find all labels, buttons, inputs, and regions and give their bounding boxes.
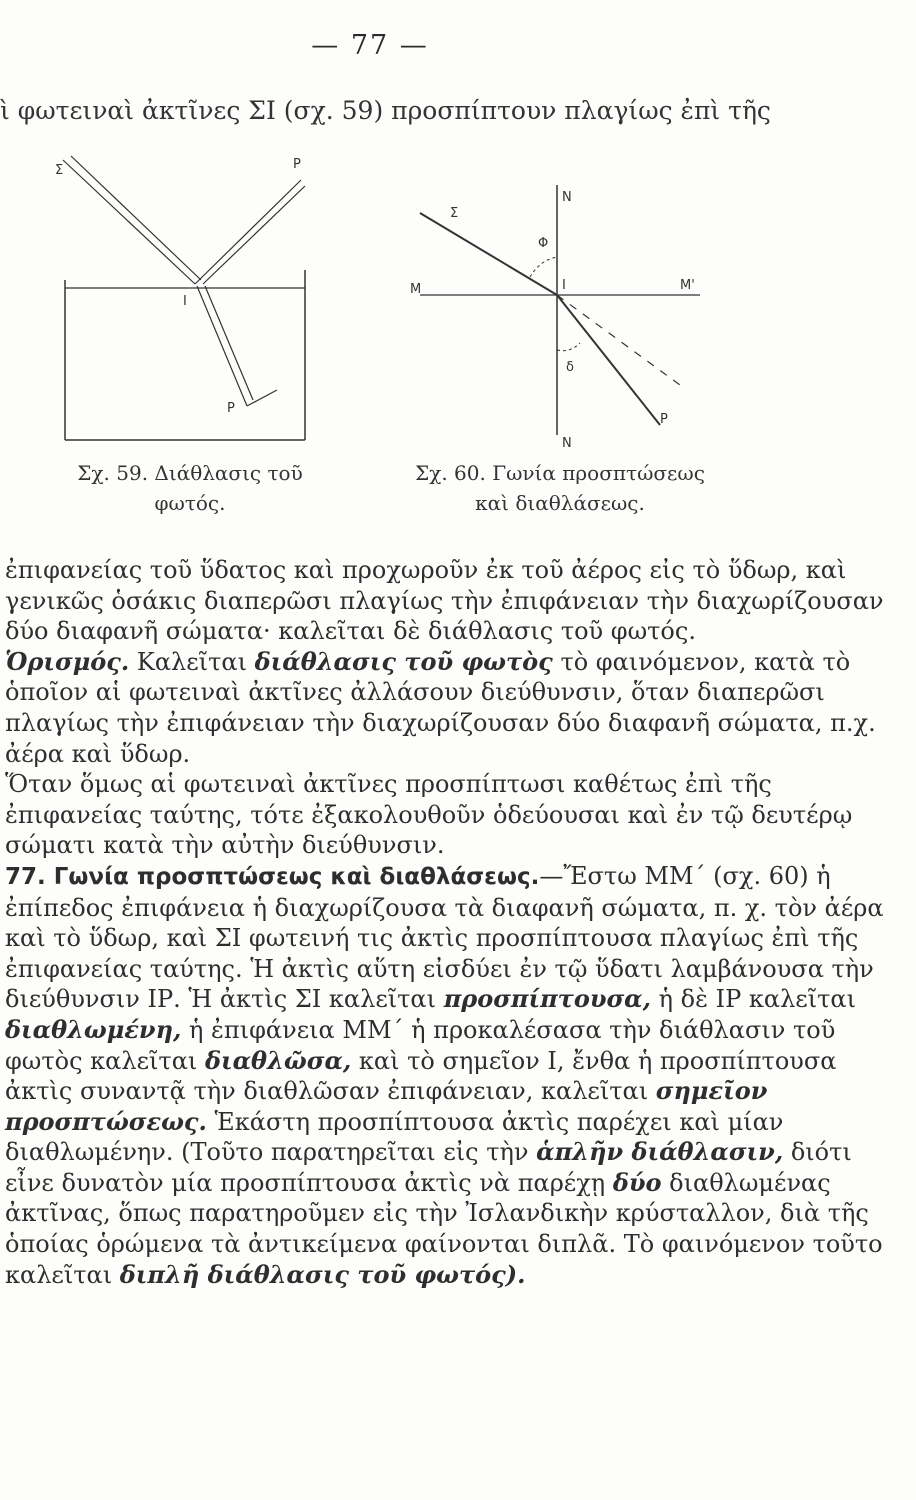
term-point-of-incidence: σημεῖον προσπτώσεως. xyxy=(5,1076,768,1136)
incident-ray xyxy=(63,160,195,284)
definition-text-a: Καλεῖται xyxy=(136,647,247,676)
paragraph-3: Ὅταν ὅμως αἱ φωτειναὶ ἀκτῖνες προσπίπτωσι καθέτως ἐπὶ τῆς ἐπιφανείας ταύτης, τότε ἐξακολουθοῦν ὁδεύουσαι καὶ ἐν τῷ δευτέρῳ σώματι κατὰ τὴν αὐτὴν διεύθυνσιν. xyxy=(5,770,853,860)
paragraph-section-77 xyxy=(5,861,895,1290)
label-rho: Ρ xyxy=(660,412,668,427)
term-incident: προσπίπτουσα, xyxy=(443,984,652,1014)
term-two: δύο xyxy=(612,1167,662,1197)
definition-text-b: τὸ φαινόμενον, κατὰ τὸ ὁποῖον αἱ φωτειναὶ ἀκτῖνες ἀλλάσουν διεύθυνσιν, ὅταν διαπερῶσι πλαγίως τὴν ἐπιφάνειαν τὴν διαχωρίζουσαν δύο διαφανῆ σώματα, π.χ. ἀέρα καὶ ὕδωρ. xyxy=(5,647,876,768)
section-text-d: καὶ τὸ σημεῖον Ι, ἔνθα ἡ προσπίπτουσα ἀκτὶς συναντᾷ τὴν διαθλῶσαν ἐπιφάνειαν, καλεῖται xyxy=(5,1046,837,1106)
caption-60-line1: Σχ. 60. Γωνία προσπτώσεως xyxy=(415,461,705,485)
definition-label: Ὁρισμός. xyxy=(5,646,130,676)
caption-60-line2: καὶ διαθλάσεως. xyxy=(475,491,645,515)
caption-figure-59 xyxy=(55,458,325,518)
label-rho-top: Ρ xyxy=(293,157,301,172)
term-refracted: διαθλωμένη, xyxy=(5,1014,182,1044)
caption-59-line1: Σχ. 59. Διάθλασις τοῦ xyxy=(77,461,303,485)
label-point-i: Ι xyxy=(183,294,187,309)
angle-delta-arc xyxy=(557,343,580,351)
refracted-ray xyxy=(197,286,247,406)
refracted-ray-edge xyxy=(205,286,253,400)
label-m-left: Μ xyxy=(410,282,422,297)
caption-59-line2: φωτός. xyxy=(154,491,226,515)
refraction-diagram-60 xyxy=(390,185,710,455)
label-sigma: Σ xyxy=(450,206,459,221)
definition-term: διάθλασις τοῦ φωτὸς xyxy=(254,646,553,676)
label-phi: Φ xyxy=(538,236,549,251)
label-m-right: Μ' xyxy=(680,278,695,293)
angle-phi-arc xyxy=(530,257,557,277)
section-heading: 77. Γωνία προσπτώσεως καὶ διαθλάσεως. xyxy=(5,863,540,890)
top-line: ὶ φωτειναὶ ἀκτῖνες ΣΙ (σχ. 59) προσπίπτουν πλαγίως ἐπὶ τῆς xyxy=(0,96,771,125)
page-number: — 77 — xyxy=(311,30,429,61)
paragraph-1: ἐπιφανείας τοῦ ὕδατος καὶ προχωροῦν ἐκ τοῦ ἀέρος εἰς τὸ ὕδωρ, καὶ γενικῶς ὁσάκις διαπερῶσι πλαγίως τὴν ἐπιφάνειαν τὴν διαχωρίζουσαν δύο διαφανῆ σώματα· καλεῖται δὲ διάθλασις τοῦ φωτός. xyxy=(5,556,884,646)
incident-ray-edge xyxy=(71,156,201,280)
refracted-ray-end xyxy=(247,390,277,406)
label-point-i: Ι xyxy=(562,278,566,293)
body-text xyxy=(5,555,895,1290)
reflected-ray xyxy=(195,180,301,284)
term-double-refraction: διπλῆ διάθλασις τοῦ φωτός). xyxy=(119,1259,526,1289)
label-sigma: Σ xyxy=(55,163,64,178)
label-delta: δ xyxy=(566,360,574,375)
term-refracting: διαθλῶσα, xyxy=(204,1045,352,1075)
section-text-e: Ἑκάστη προσπίπτουσα ἀκτὶς παρέχει καὶ μίαν διαθλωμένην. (Τοῦτο παρατηρεῖται εἰς τὴν xyxy=(5,1107,784,1167)
label-rho-bottom: Ρ xyxy=(227,401,235,416)
refraction-diagram-59 xyxy=(55,150,325,450)
figure-59 xyxy=(55,150,325,450)
section-text-a: —Ἔστω ΜΜ΄ (σχ. 60) ἡ ἐπίπεδος ἐπιφάνεια ἡ διαχωρίζουσα τὰ διαφανῆ σώματα, π. χ. τὸν ἀέρα καὶ τὸ ὕδωρ, καὶ ΣΙ φωτεινή τις ἀκτὶς προσπίπτουσα πλαγίως ἐπὶ τῆς ἐπιφανείας ταύτης. Ἡ ἀκτὶς αὕτη εἰσδύει ἐν τῷ ὕδατι λαμβάνουσα τὴν διεύθυνσιν ΙΡ. Ἡ ἀκτὶς ΣΙ καλεῖται xyxy=(5,861,884,1014)
term-simple-refraction: ἁπλῆν διάθλασιν, xyxy=(536,1137,784,1167)
section-text-b: ἡ δὲ ΙΡ καλεῖται xyxy=(658,985,857,1014)
caption-figure-60 xyxy=(395,458,725,518)
figure-60 xyxy=(390,185,710,455)
section-text-g: διαθλωμένας ἀκτῖνας, ὅπως παρατηροῦμεν εἰς τὴν Ἰσλανδικὴν κρύσταλλον, διὰ τῆς ὁποίας ὁρώμενα τὰ ἀντικείμενα φαίνονται διπλᾶ. Τὸ φαινόμενον τοῦτο καλεῖται xyxy=(5,1168,883,1289)
section-text-c: ἡ ἐπιφάνεια ΜΜ΄ ἡ προκαλέσασα τὴν διάθλασιν τοῦ φωτὸς καλεῖται xyxy=(5,1015,836,1075)
reflected-ray-edge xyxy=(203,186,305,284)
section-text-f: διότι εἶνε δυνατὸν μία προσπίπτουσα ἀκτὶς νὰ παρέχῃ xyxy=(5,1138,852,1197)
label-n-top: Ν xyxy=(562,190,572,205)
paragraph-definition xyxy=(5,647,895,769)
label-n-bottom: Ν xyxy=(562,436,572,451)
incident-ray-si xyxy=(420,213,557,295)
